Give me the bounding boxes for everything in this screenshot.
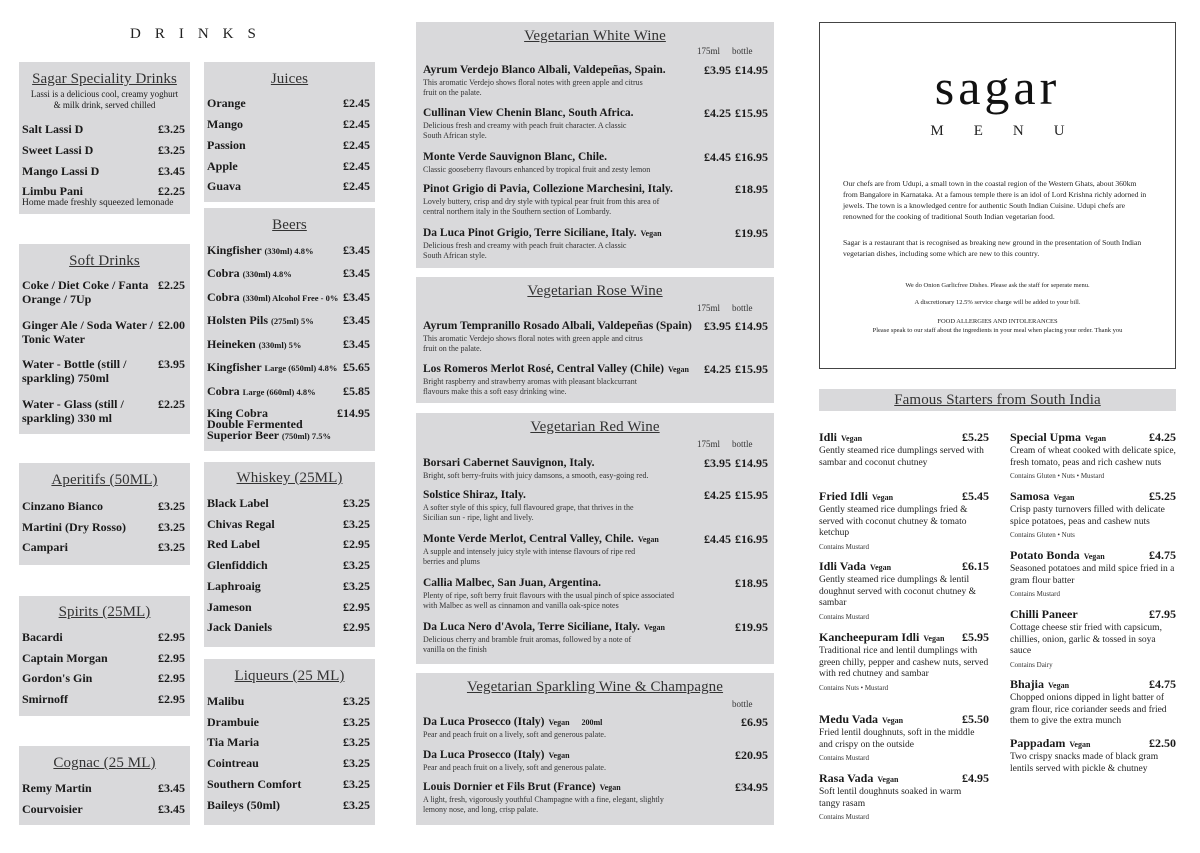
col-bottle: bottle: [732, 303, 753, 313]
wine-item: Da Luca Prosecco (Italy) Vegan 200ml Pear and peach fruit on a lively, soft and generous palate. £6.95: [423, 715, 768, 739]
starter-item: Rasa Vada Vegan £4.95 Soft lentil doughnuts soaked in warm tangy rasam Contains Mustard: [819, 771, 989, 821]
starter-item: Chilli Paneer £7.95 Cottage cheese stir fried with capsicum, chillies, onion, garlic & tossed in soya sauce Contains Dairy: [1010, 607, 1176, 669]
speciality-footnote: Home made freshly squeezed lemonade: [22, 198, 174, 208]
menu-item: Water - Bottle (still / sparkling) 750ml: [22, 357, 127, 385]
wine-item: Ayrum Tempranillo Rosado Albali, Valdepeñas (Spain) This aromatic Verdejo shows floral notes with green apple and citrus fruit on the palate. £3.95 £14.95: [423, 319, 768, 353]
starter-item: Special Upma Vegan £4.25 Cream of wheat cooked with delicate spice, fresh tomato, peas and rich cashew nuts Contains Gluten • Nuts • Mustard: [1010, 430, 1176, 480]
menu-item: Cinzano Bianco £3.25: [22, 499, 185, 513]
menu-item: Jack Daniels £2.95: [207, 620, 370, 634]
menu-note: FOOD ALLERGIES AND INTOLERANCES: [937, 318, 1058, 325]
menu-item: Jameson £2.95: [207, 600, 370, 614]
panel-title: Whiskey (25ML): [236, 470, 343, 486]
menu-item: Black Label £3.25: [207, 496, 370, 510]
panel-title: Soft Drinks: [69, 253, 140, 269]
panel-title: Liqueurs (25 ML): [234, 668, 345, 684]
wine-item: Borsari Cabernet Sauvignon, Italy. Bright, soft berry-fruits with juicy damsons, a smooth, easy-going red. £3.95 £14.95: [423, 456, 768, 480]
menu-item: Salt Lassi D £3.25: [22, 122, 185, 136]
menu-item: Tia Maria £3.25: [207, 735, 370, 749]
menu-note: We do Onion Garlicfree Dishes. Please ask the staff for seperate menu.: [905, 282, 1090, 289]
menu-item: Heineken (330ml) 5% £3.45: [207, 337, 370, 351]
panel-title: Sagar Speciality Drinks: [32, 71, 177, 87]
wine-item: Callia Malbec, San Juan, Argentina. Plenty of ripe, soft berry fruit flavours with the usual pinch of spice associated with Malbec as well as cinnamon and vanilla oak-spice notes £18.95: [423, 576, 768, 610]
panel-title: Cognac (25 ML): [53, 755, 156, 771]
starter-item: Idli Vegan £5.25 Gently steamed rice dumplings served with sambar and coconut chutney: [819, 430, 989, 468]
wine-item: Cullinan View Chenin Blanc, South Africa. Delicious fresh and creamy with peach fruit character. A classic South African style. £4.25 £15.95: [423, 106, 768, 140]
menu-item: Passion £2.45: [207, 138, 370, 152]
aperitifs-panel: [19, 463, 190, 565]
whiskey-panel: [204, 462, 375, 647]
menu-item: Mango £2.45: [207, 117, 370, 131]
red-wine-panel: [416, 413, 774, 664]
panel-title: Vegetarian Sparkling Wine & Champagne: [466, 679, 724, 695]
menu-item: Water - Glass (still / sparkling) 330 ml: [22, 397, 124, 425]
panel-title: Aperitifs (50ML): [51, 472, 158, 488]
wine-item: Solstice Shiraz, Italy. A softer style of this spicy, full flavoured grape, that thrives in the Sicilian sun - ripe, light and lively. £4.25 £15.95: [423, 488, 768, 522]
wine-item: Da Luca Nero d'Avola, Terre Siciliane, Italy. Vegan Delicious cherry and bramble fruit aromas, followed by a note of vanilla on the finish £19.95: [423, 620, 768, 654]
menu-item: Coke / Diet Coke / Fanta Orange / 7Up: [22, 278, 149, 306]
col-bottle: bottle: [732, 46, 753, 56]
intro-paragraph: Sagar is a restaurant that is recognised as breaking new ground in the presentation of South Indian vegetarian dishes, including some which are new to this country.: [843, 238, 1142, 258]
menu-intro-box: [819, 22, 1176, 369]
menu-item: Limbu Pani £2.25: [22, 184, 185, 198]
menu-item: Cobra (330ml) Alcohol Free - 0% £3.45: [207, 290, 370, 304]
menu-item: King Cobra Double Fermented Superior Beer (750ml) 7.5% £14.95: [207, 406, 370, 442]
starter-item: Idli Vada Vegan £6.15 Gently steamed rice dumplings & lentil doughnut served with coconut chutney & sambar Contains Mustard: [819, 559, 989, 621]
panel-title: Vegetarian Red Wine: [530, 419, 660, 435]
starter-item: Bhajia Vegan £4.75 Chopped onions dipped in light batter of gram flour, rice coriander seeds and fried them to give the extra munch: [1010, 677, 1176, 726]
starter-item: Medu Vada Vegan £5.50 Fried lentil doughnuts, soft in the middle and crispy on the outside Contains Mustard: [819, 712, 989, 762]
menu-item: Laphroaig £3.25: [207, 579, 370, 593]
col-glass: 175ml: [697, 439, 721, 449]
menu-note: A discretionary 12.5% service charge will be added to your bill.: [914, 299, 1081, 306]
menu-item: Gordon's Gin £2.95: [22, 671, 185, 685]
menu-item: Kingfisher Large (650ml) 4.8% £5.65: [207, 360, 370, 374]
menu-item: Glenfiddich £3.25: [207, 558, 370, 572]
menu-item: Smirnoff £2.95: [22, 692, 185, 706]
wine-item: Los Romeros Merlot Rosé, Central Valley (Chile) Vegan Bright raspberry and strawberry aromas with pleasant blackcurrant flavours make this a soft easy drinking wine. £4.25 £15.95: [423, 362, 768, 396]
menu-item: Orange £2.45: [207, 96, 370, 110]
panel-title: Spirits (25ML): [58, 604, 151, 620]
wine-item: Da Luca Pinot Grigio, Terre Siciliane, Italy. Vegan Delicious fresh and creamy with peach fruit character. A classic South African style. £19.95: [423, 226, 768, 260]
starter-item: Samosa Vegan £5.25 Crisp pasty turnovers filled with delicate spice potatoes, peas and cashew nuts Contains Gluten • Nuts: [1010, 489, 1176, 539]
menu-item: Campari £3.25: [22, 540, 185, 554]
sparkling-wine-panel: [416, 673, 774, 825]
liqueurs-panel: [204, 659, 375, 825]
col-glass: 175ml: [697, 303, 721, 313]
wine-item: Pinot Grigio di Pavia, Collezione Marchesini, Italy. Lovely buttery, crisp and dry style with typical pear fruit from this area of central northern italy in the Southern section of Lombardy. £18.95: [423, 182, 768, 216]
brand-logo: sagar: [934, 59, 1061, 115]
menu-item: Courvoisier £3.45: [22, 802, 185, 816]
cognac-panel: [19, 746, 190, 825]
intro-paragraph: Our chefs are from Udupi, a small town in the coastal region of the Western Ghats, about 360km from Bangalore in Karnataka. At a famous temple there is an idol of Lord Krishna richly adorned in jewels. The town is a knowledged centre for authentic South Indian Cuisine. Udupi chefs are renowned for the cooking of traditional South Indian vegetarian food.: [843, 179, 1147, 221]
speciality-intro: Lassi is a delicious cool, creamy yoghurt & milk drink, served chilled: [30, 89, 179, 110]
panel-title: Famous Starters from South India: [894, 392, 1101, 408]
wine-item: Ayrum Verdejo Blanco Albali, Valdepeñas, Spain. This aromatic Verdejo shows floral notes with green apple and citrus fruit on the palate. £3.95 £14.95: [423, 63, 768, 97]
juices-panel: [204, 62, 375, 202]
wine-item: Da Luca Prosecco (Italy) Vegan Pear and peach fruit on a lively, soft and generous palate. £20.95: [423, 748, 768, 772]
col-bottle: bottle: [732, 699, 753, 709]
menu-item: Mango Lassi D £3.45: [22, 164, 185, 178]
menu-item: Red Label £2.95: [207, 537, 370, 551]
menu-item: Guava £2.45: [207, 179, 370, 193]
rose-wine-panel: [416, 277, 774, 403]
col-glass: 175ml: [697, 46, 721, 56]
menu-item: Malibu £3.25: [207, 694, 370, 708]
beers-panel: [204, 208, 375, 451]
white-wine-panel: [416, 22, 774, 268]
starter-item: Potato Bonda Vegan £4.75 Seasoned potatoes and mild spice fried in a gram flour batter Contains Mustard: [1010, 548, 1176, 598]
menu-item: Chivas Regal £3.25: [207, 517, 370, 531]
menu-item: Sweet Lassi D £3.25: [22, 143, 185, 157]
menu-item: Cobra (330ml) 4.8% £3.45: [207, 266, 370, 280]
menu-item: Ginger Ale / Soda Water / Tonic Water: [22, 318, 154, 346]
panel-title: Beers: [272, 217, 307, 233]
wine-item: Monte Verde Merlot, Central Valley, Chile. Vegan A supple and intensely juicy style with intense flavours of ripe red berries and plums £4.45 £16.95: [423, 532, 768, 566]
menu-note: Please speak to our staff about the ingredients in your meal when placing your order. Thank you: [872, 327, 1123, 334]
menu-subtitle: MENU: [930, 123, 1095, 139]
menu-item: Kingfisher (330ml) 4.8% £3.45: [207, 243, 370, 257]
starters-title-bar: [819, 389, 1176, 411]
menu-item: Holsten Pils (275ml) 5% £3.45: [207, 313, 370, 327]
wine-item: Monte Verde Sauvignon Blanc, Chile. Classic gooseberry flavours enhanced by tropical fruit and zesty lemon £4.45 £16.95: [423, 150, 768, 174]
panel-title: Vegetarian Rose Wine: [527, 283, 663, 299]
soft-drinks-panel: Soft Drinks Coke / Diet Coke / Fanta Orange / 7Up £2.25 Ginger Ale / Soda Water / Tonic Water £2.00 Water - Bottle (still / sparkling) 750ml £3.95 Water - Glass (still / sparkling) 330 ml £2.25: [19, 244, 190, 434]
menu-item: Baileys (50ml) £3.25: [207, 798, 370, 812]
spirits-panel: [19, 596, 190, 716]
menu-item: Martini (Dry Rosso) £3.25: [22, 520, 185, 534]
menu-item: Remy Martin £3.45: [22, 781, 185, 795]
panel-title: Juices: [270, 71, 309, 87]
starter-item: Pappadam Vegan £2.50 Two crispy snacks made of black gram lentils served with pickle & chutney: [1010, 736, 1176, 774]
menu-item: Cobra Large (660ml) 4.8% £5.85: [207, 384, 370, 398]
starter-item: Fried Idli Vegan £5.45 Gently steamed rice dumplings fried & served with coconut chutney & tomato ketchup Contains Mustard: [819, 489, 989, 551]
menu-item: Drambuie £3.25: [207, 715, 370, 729]
speciality-panel: [19, 62, 190, 214]
menu-item: Apple £2.45: [207, 159, 370, 173]
menu-item: Bacardi £2.95: [22, 630, 185, 644]
drinks-heading: DRINKS: [130, 26, 270, 42]
panel-title: Vegetarian White Wine: [524, 28, 666, 44]
col-bottle: bottle: [732, 439, 753, 449]
menu-item: Southern Comfort £3.25: [207, 777, 370, 791]
menu-item: Captain Morgan £2.95: [22, 651, 185, 665]
menu-item: Cointreau £3.25: [207, 756, 370, 770]
wine-item: Louis Dornier et Fils Brut (France) Vegan A light, fresh, vigorously youthful Champagne with a fine, elegant, slightly lemony nose, and long, crisp palate. £34.95: [423, 780, 768, 814]
starter-item: Kancheepuram Idli Vegan £5.95 Traditional rice and lentil dumplings with green chilly, pepper and cashew nuts, served with red chutney and sambar Contains Nuts • Mustard: [819, 630, 989, 692]
